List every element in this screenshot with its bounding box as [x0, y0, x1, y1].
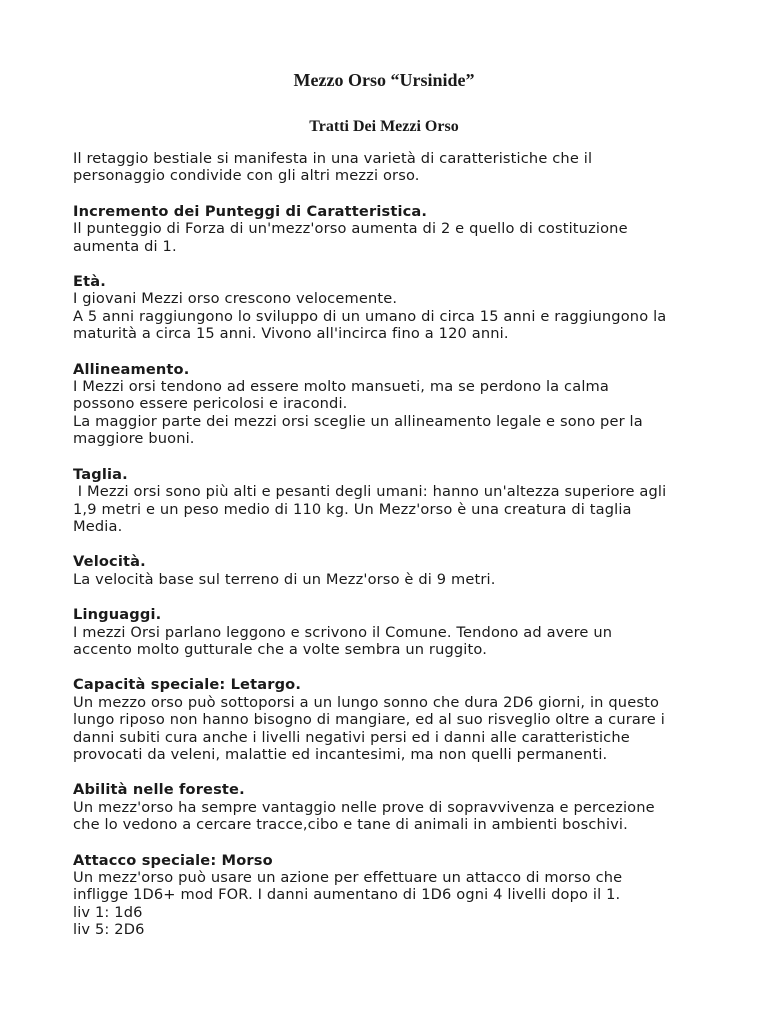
section-speed — [73, 553, 713, 588]
section-heading: Incremento dei Punteggi di Caratteristica. — [73, 202, 428, 220]
section-line: danni subiti cura anche i livelli negativi persi ed i danni alle caratteristiche — [73, 728, 630, 746]
section-alignment — [73, 361, 713, 448]
document-title: Mezzo Orso “Ursinide” — [293, 70, 475, 90]
section-line: A 5 anni raggiungono lo sviluppo di un umano di circa 15 anni e raggiungono la — [73, 307, 667, 325]
section-line: lungo riposo non hanno bisogno di mangiare, ed al suo risveglio oltre a curare i — [73, 711, 665, 729]
section-heading: Abilità nelle foreste. — [73, 781, 245, 799]
section-age — [73, 273, 713, 343]
section-forest-skill — [73, 781, 713, 833]
section-line: infligge 1D6+ mod FOR. I danni aumentano di 1D6 ogni 4 livelli dopo il 1. — [73, 886, 621, 904]
section-line: aumenta di 1. — [73, 237, 177, 255]
section-heading: Allineamento. — [73, 360, 190, 378]
section-heading: Taglia. — [73, 465, 128, 483]
section-size — [73, 466, 713, 536]
intro-paragraph — [73, 150, 713, 185]
document-body — [73, 150, 713, 957]
section-line: liv 1: 1d6 — [73, 903, 143, 921]
intro-line: Il retaggio bestiale si manifesta in una varietà di caratteristiche che il — [73, 150, 593, 167]
section-line: accento molto gutturale che a volte sembra un ruggito. — [73, 640, 487, 658]
section-line: Media. — [73, 517, 123, 535]
section-line: possono essere pericolosi e iracondi. — [73, 395, 348, 413]
section-line: I Mezzi orsi sono più alti e pesanti degli umani: hanno un'altezza superiore agli — [73, 483, 667, 501]
section-heading: Attacco speciale: Morso — [73, 851, 273, 869]
section-line: 1,9 metri e un peso medio di 110 kg. Un Mezz'orso è una creatura di taglia — [73, 500, 632, 518]
section-line: liv 5: 2D6 — [73, 921, 145, 939]
section-line: che lo vedono a cercare tracce,cibo e tane di animali in ambienti boschivi. — [73, 816, 628, 834]
section-line: provocati da veleni, malattie ed incantesimi, ma non quelli permanenti. — [73, 745, 608, 763]
section-heading: Età. — [73, 273, 106, 291]
section-heading: Velocità. — [73, 553, 146, 571]
intro-line: personaggio condivide con gli altri mezzi orso. — [73, 167, 420, 185]
section-line: Il punteggio di Forza di un'mezz'orso aumenta di 2 e quello di costituzione — [73, 220, 628, 238]
section-bite-attack — [73, 852, 713, 939]
section-line: Un mezzo orso può sottoporsi a un lungo sonno che dura 2D6 giorni, in questo — [73, 693, 660, 711]
section-line: Un mezz'orso ha sempre vantaggio nelle prove di sopravvivenza e percezione — [73, 798, 655, 816]
document-subtitle: Tratti Dei Mezzi Orso — [309, 118, 459, 135]
section-line: I mezzi Orsi parlano leggono e scrivono il Comune. Tendono ad avere un — [73, 623, 613, 641]
section-heading: Linguaggi. — [73, 606, 162, 624]
section-line: Un mezz'orso può usare un azione per effettuare un attacco di morso che — [73, 869, 623, 886]
section-languages — [73, 606, 713, 658]
section-line: maggiore buoni. — [73, 430, 195, 448]
section-line: La maggior parte dei mezzi orsi sceglie un allineamento legale e sono per la — [73, 412, 643, 430]
section-ability-score-increase — [73, 203, 713, 255]
section-line: La velocità base sul terreno di un Mezz'orso è di 9 metri. — [73, 570, 496, 588]
section-line: maturità a circa 15 anni. Vivono all'incirca fino a 120 anni. — [73, 325, 509, 343]
section-line: I Mezzi orsi tendono ad essere molto mansueti, ma se perdono la calma — [73, 378, 609, 396]
section-heading: Capacità speciale: Letargo. — [73, 676, 302, 694]
section-hibernation — [73, 676, 713, 763]
section-line: I giovani Mezzi orso crescono velocemente. — [73, 290, 398, 308]
